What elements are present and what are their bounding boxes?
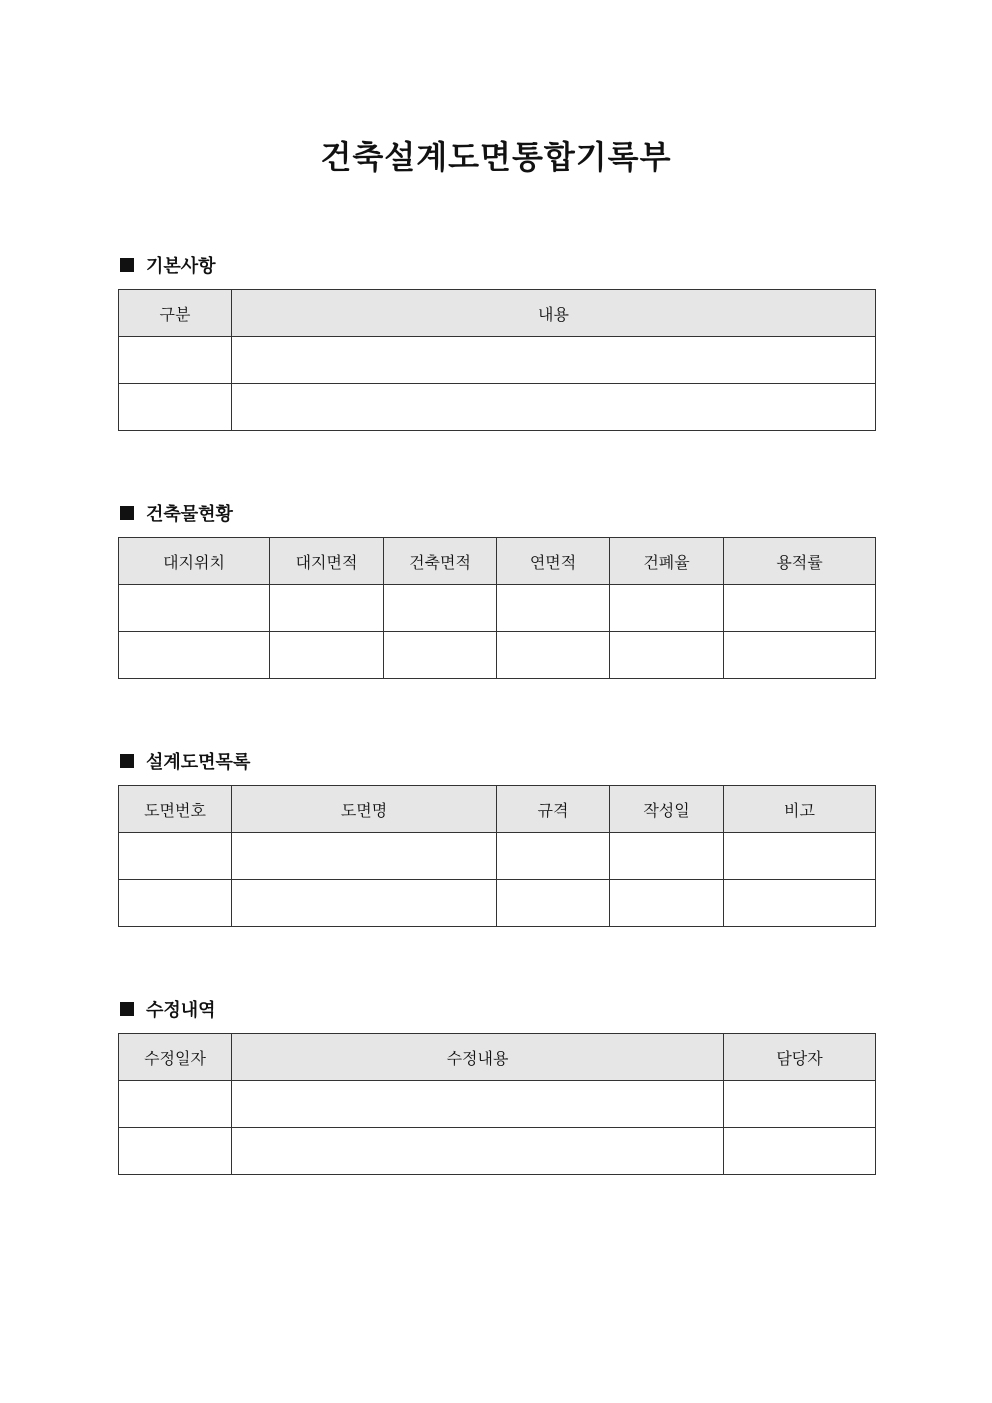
table-cell[interactable] [610,585,724,632]
table-cell[interactable] [724,833,876,880]
column-header: 대지위치 [119,538,270,585]
revision-history-table [118,1033,876,1175]
table-cell[interactable] [724,1128,876,1175]
section-heading-revision-history [120,996,216,1022]
table-cell[interactable] [119,585,270,632]
table-header-row [119,786,876,833]
table-cell[interactable] [610,880,724,927]
table-row [119,880,876,927]
column-header: 연면적 [497,538,610,585]
table-row [119,384,876,431]
table-cell[interactable] [384,585,497,632]
column-header: 건축면적 [384,538,497,585]
drawing-list-table [118,785,876,927]
column-header: 수정일자 [119,1034,232,1081]
table-row [119,833,876,880]
table-row [119,632,876,679]
column-header: 담당자 [724,1034,876,1081]
table-cell[interactable] [119,384,232,431]
table-cell[interactable] [232,384,876,431]
column-header: 구분 [119,290,232,337]
table-cell[interactable] [119,632,270,679]
column-header: 규격 [497,786,610,833]
column-header: 비고 [724,786,876,833]
table-cell[interactable] [724,1081,876,1128]
column-header: 내용 [232,290,876,337]
table-cell[interactable] [119,1128,232,1175]
column-header: 수정내용 [232,1034,724,1081]
square-bullet-icon [120,754,134,768]
table-cell[interactable] [119,1081,232,1128]
table-cell[interactable] [610,833,724,880]
column-header: 용적률 [724,538,876,585]
table-cell[interactable] [270,632,384,679]
table-cell[interactable] [232,1128,724,1175]
table-cell[interactable] [119,833,232,880]
table-row [119,337,876,384]
table-row [119,1081,876,1128]
table-row [119,585,876,632]
square-bullet-icon [120,1002,134,1016]
section-heading-label: 건축물현황 [146,504,233,525]
table-cell[interactable] [270,585,384,632]
column-header: 작성일 [610,786,724,833]
table-cell[interactable] [232,337,876,384]
document-title: 건축설계도면통합기록부 [320,138,672,176]
table-cell[interactable] [232,880,497,927]
square-bullet-icon [120,258,134,272]
basic-info-table [118,289,876,431]
table-cell[interactable] [497,833,610,880]
table-cell[interactable] [497,880,610,927]
table-cell[interactable] [610,632,724,679]
table-cell[interactable] [119,337,232,384]
table-cell[interactable] [724,585,876,632]
section-heading-label: 기본사항 [146,256,216,277]
table-cell[interactable] [497,632,610,679]
table-cell[interactable] [232,833,497,880]
table-cell[interactable] [119,880,232,927]
table-cell[interactable] [497,585,610,632]
table-header-row [119,290,876,337]
column-header: 대지면적 [270,538,384,585]
table-header-row [119,538,876,585]
table-cell[interactable] [384,632,497,679]
square-bullet-icon [120,506,134,520]
section-heading-basic-info [120,252,216,278]
building-status-table [118,537,876,679]
table-cell[interactable] [724,632,876,679]
table-cell[interactable] [724,880,876,927]
section-heading-label: 설계도면목록 [146,752,251,773]
table-row [119,1128,876,1175]
table-cell[interactable] [232,1081,724,1128]
table-header-row [119,1034,876,1081]
section-heading-label: 수정내역 [146,1000,216,1021]
section-heading-building-status [120,500,233,526]
column-header: 도면번호 [119,786,232,833]
section-heading-drawing-list [120,748,250,774]
column-header: 건폐율 [610,538,724,585]
column-header: 도면명 [232,786,497,833]
